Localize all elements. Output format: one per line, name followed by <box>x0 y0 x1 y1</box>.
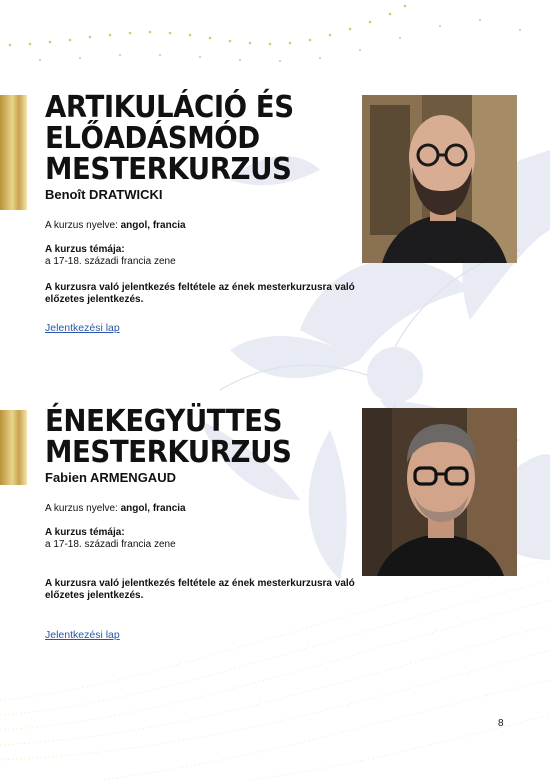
gold-dots-top <box>9 5 521 62</box>
application-form-link[interactable]: Jelentkezési lap <box>45 321 120 334</box>
title-line: ARTIKULÁCIÓ ÉS <box>45 90 294 125</box>
lecturer-photo-armengaud <box>362 408 517 576</box>
condition-text: A kurzusra való jelentkezés feltétele az ének mesterkurzusra való előzetes jelentkezés. <box>45 281 355 305</box>
topic-value: a 17-18. századi francia zene <box>45 256 176 267</box>
topic-value: a 17-18. századi francia zene <box>45 539 176 550</box>
title-line: ELŐADÁSMÓD <box>45 121 260 156</box>
course-title <box>45 92 321 185</box>
page-number: 8 <box>498 718 504 729</box>
lecturer-name: Benoît DRATWICKI <box>45 187 163 202</box>
gold-accent-bar <box>0 410 27 485</box>
language-label: A kurzus nyelve: <box>45 503 121 514</box>
title-line: MESTERKURZUS <box>45 435 292 470</box>
topic-label: A kurzus témája: <box>45 526 125 538</box>
title-line: MESTERKURZUS <box>45 152 292 187</box>
language-label: A kurzus nyelve: <box>45 220 121 231</box>
course-section-articulation <box>45 90 355 335</box>
course-language <box>45 220 345 233</box>
application-form-link[interactable]: Jelentkezési lap <box>45 628 120 641</box>
gold-accent-bar <box>0 95 27 210</box>
language-value: angol, francia <box>120 503 186 514</box>
title-line: ÉNEKEGYÜTTES <box>45 404 283 439</box>
condition-text: A kurzusra való jelentkezés feltétele az ének mesterkurzusra való előzetes jelentkezés. <box>45 577 355 601</box>
course-title <box>45 406 321 468</box>
course-section-ensemble <box>45 404 355 642</box>
course-language <box>45 503 345 516</box>
language-value: angol, francia <box>120 220 186 231</box>
topic-label: A kurzus témája: <box>45 243 125 255</box>
lecturer-photo-dratwicki <box>362 95 517 263</box>
lecturer-name: Fabien ARMENGAUD <box>45 470 176 485</box>
